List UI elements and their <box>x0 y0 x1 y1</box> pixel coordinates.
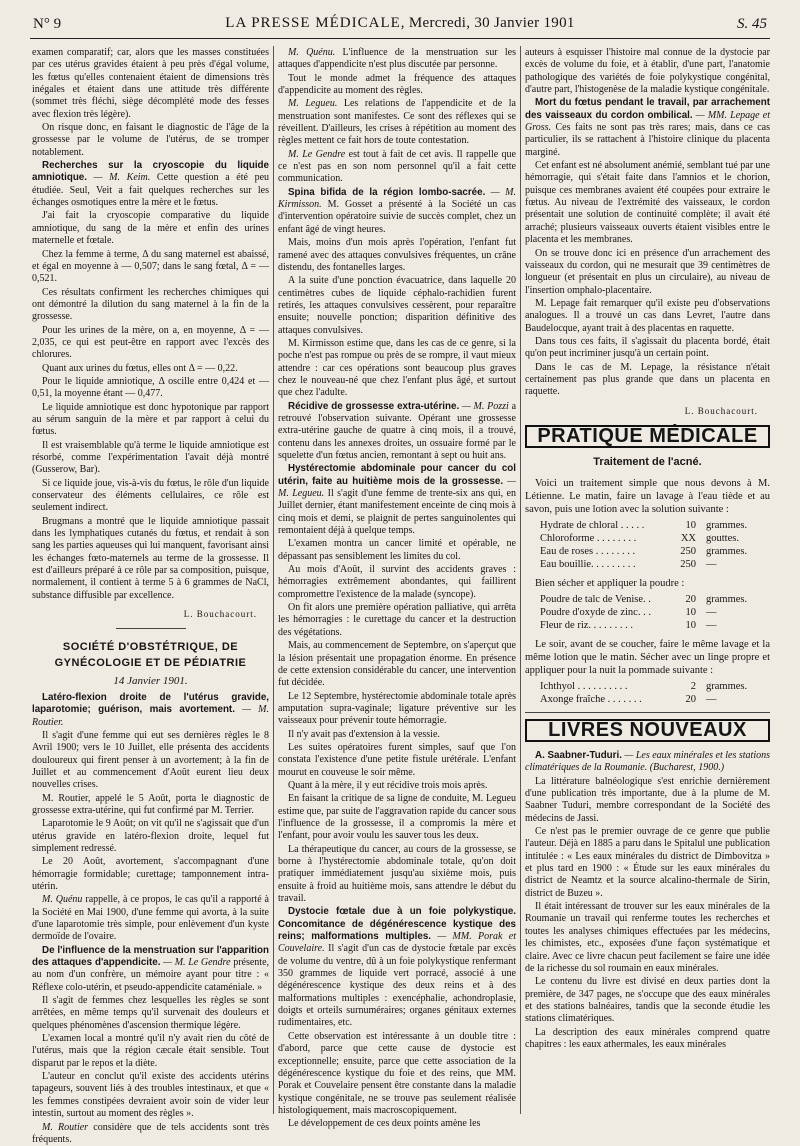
paragraph: Tout le monde admet la fréquence des attaques d'appendicite au moment des règles. <box>278 73 516 98</box>
column-2 <box>278 47 516 1113</box>
recipe-row <box>525 606 770 619</box>
review-heading: A. Saabner-Tuduri. — Les eaux minérales et les stations climatériques de la Roumanie. (Bucharest, 1900.) <box>525 750 770 775</box>
paragraph: Pour les urines de la mère, on a, en moyenne, Δ = — 2,035, ce qui est peut-être en rapport avec l'excès des chlorures. <box>32 325 269 362</box>
ingredient-quantity: 250 <box>658 558 700 571</box>
paragraph: L'examen local a montré qu'il n'y avait rien du côté de l'utérus, mais que la région cæcale était sensible. Tout disparut par le repos et la diète. <box>32 1033 269 1070</box>
paragraph: Le 12 Septembre, hystérectomie abdominale totale après amputation supra-vaginale; ligature préventive sur les vaisseaux pour prévenir toute hémorragie. <box>278 691 516 728</box>
article-heading: Hystérectomie abdominale pour cancer du col utérin, faite au huitième mois de la grossesse. — M. Legueu. Il s'agit d'une femme de trente-six ans qui, en Juillet dernier, étant manifestement enceinte de cinq mois à cinq mois et demi, se plaignit de pertes sanguinolentes qui remontaient déjà à quelque temps. <box>278 463 516 537</box>
paragraph: Le soir, avant de se coucher, faire le même lavage et la même lotion que le matin. Sécher avec un linge propre et appliquer pour la nuit la pommade suivante : <box>525 638 770 677</box>
ingredient-name: Axonge fraîche . . . . . . . <box>525 693 658 706</box>
paragraph: Dans tous ces faits, il s'agissait du placenta bordé, était qu'on peut incriminer jusqu'à un certain point. <box>525 336 770 361</box>
column-divider <box>273 46 274 1114</box>
paragraph: M. Lepage fait remarquer qu'il existe peu d'observations analogues. Il a trouvé un cas dans Levret, l'autre dans Baudelocque, ayant trait à des placentas en raquette. <box>525 298 770 335</box>
issue-number: N° 9 <box>33 16 61 33</box>
ingredient-unit: gouttes. <box>700 532 770 545</box>
paragraph: On se trouve donc ici en présence d'un arrachement des vaisseaux du cordon, qui ne mesurait que 39 centimètres de longueur (et présentait en plus un circulaire), au niveau de l'insertion omphalo-placentaire. <box>525 248 770 297</box>
ingredient-quantity: XX <box>658 532 700 545</box>
paragraph: Mais, au commencement de Septembre, on s'aperçut que la lésion présentait une propagation énorme. En présence de cette extension considérable du cancer, une intervention fut décidée. <box>278 640 516 689</box>
paragraph: A la suite d'une ponction évacuatrice, dans laquelle 20 centimètres cubes de liquide céphalo-rachidien furent retirés, les attaques convulsives cessèrent, pour reparaître ensuite; nouvelle ponction; disparition définitive des attaques convulsives. <box>278 275 516 337</box>
paragraph: Ce n'est pas le premier ouvrage de ce genre que publie l'auteur. Déjà en 1885 a paru dans le Spitalul une publication intitulée : « Les eaux minérales du district de Dimbovitza » et plus tard en 1900 : « Étude sur les eaux minérales du district de Neamtz et la source alcalino-thermale de Sirin, district de Buzeu ». <box>525 826 770 900</box>
section-box-livres: LIVRES NOUVEAUX <box>525 719 770 742</box>
ingredient-name: Fleur de riz. . . . . . . . . <box>525 619 658 632</box>
recipe-row <box>525 545 770 558</box>
paragraph: Quant aux urines du fœtus, elles ont Δ = — 0,22. <box>32 363 269 375</box>
column-1 <box>32 47 269 1113</box>
ingredient-quantity: 10 <box>658 519 700 532</box>
paragraph: Cette observation est intéressante à un double titre : d'abord, parce que cette cause de dystocie est exceptionnelle; ensuite, parce que cette association de la dégénérescence kystique du foie et des reins, que MM. Porak et Couvelaire pensent être constante dans la maladie kystique congénitale, ne se trouve pas seulement réalisée histologiquement, mais macroscopiquement. <box>278 1031 516 1117</box>
paragraph: En faisant la critique de sa ligne de conduite, M. Legueu estime que, par suite de l'aggravation rapide du cancer sous l'influence de la grossesse, il a compromis la mère et l'enfant, pour avoir voulu les sauver tous les deux. <box>278 793 516 842</box>
paragraph: Il n'y avait pas d'extension à la vessie. <box>278 729 516 741</box>
ingredient-name: Ichthyol . . . . . . . . . . <box>525 680 658 693</box>
ingredient-quantity: 2 <box>658 680 700 693</box>
paragraph: Si ce liquide joue, vis-à-vis du fœtus, le rôle d'un liquide conservateur des éléments cellulaires, ce rôle est seulement indirect. <box>32 478 269 515</box>
recipe-row <box>525 519 770 532</box>
article-heading: Dystocie fœtale due à un foie polykystique. Concomitance de dégénérescence kystique des reins; malformations multiples. — MM. Porak et Couvelaire. Il s'agit d'un cas de dystocie fœtale par excès de volume du ventre, dû à un foie polykystique renfermant 350 grammes de liquide vert porracé, associé à une dégénérescence kystique des deux reins et à des malformations multiples : exencéphalie, achondroplasie, doigts et orteils surnuméraires; organes génitaux externes rudimentaires, etc. <box>278 906 516 1029</box>
paragraph: Pour le liquide amniotique, Δ oscille entre 0,424 et — 0,51, la moyenne étant — 0,477. <box>32 376 269 401</box>
running-header <box>0 12 800 38</box>
paragraph: L'auteur en conclut qu'il existe des accidents utérins tapageurs, souvent liés à des troubles intestinaux, et que « les femmes constipées devraient avoir soin de vider leur intestin, surtout au moment des règles ». <box>32 1071 269 1120</box>
paragraph: M. Quénu rappelle, à ce propos, le cas qu'il a rapporté à la Société en Mai 1900, d'une femme qui avorta, à la suite d'une laparotomie très simple, pour enlèvement d'un kyste dermoïde de l'ovaire. <box>32 894 269 943</box>
paragraph: Il était intéressant de trouver sur les eaux minérales de la Roumanie un travail qui renferme toutes les recherches et toutes les analyses chimiques effectuées par les médecins, les chimistes, etc., exposées d'une façon systématique et claire. Avec ce livre chacun peut facilement se faire une idée de la richesse du sol roumain en eaux minérales. <box>525 901 770 975</box>
ingredient-unit: grammes. <box>700 680 770 693</box>
ingredient-unit: grammes. <box>700 593 770 606</box>
section-rule <box>116 628 186 629</box>
article-heading: Récidive de grossesse extra-utérine. — M. Pozzi a retrouvé l'observation suivante. Opérant une grossesse extra-utérine gauche de quatre à cinq mois, il a trouvé, contenu dans les annexes droites, un ossuaire formé par le squelette d'un fœtus ancien, remontant à sept ou huit ans. <box>278 401 516 463</box>
paragraph: M. Routier, appelé le 5 Août, porta le diagnostic de grossesse extra-utérine, qui fut confirmé par M. Terrier. <box>32 793 269 818</box>
article-heading: Latéro-flexion droite de l'utérus gravide, laparotomie; guérison, mais avortement. — M. Routier. <box>32 692 269 729</box>
recipe-row <box>525 619 770 632</box>
paragraph: Au mois d'Août, il survint des accidents graves : hémorragies extrêmement abondantes, qui faillirent compromettre l'existence de la malade (syncope). <box>278 564 516 601</box>
ingredient-quantity: 20 <box>658 693 700 706</box>
ingredient-quantity: 250 <box>658 545 700 558</box>
article-heading: Mort du fœtus pendant le travail, par arrachement des vaisseaux du cordon ombilical. — MM. Lepage et Gross. Ces faits ne sont pas très rares; mais, dans ce cas particulier, ils se rattachent à l'histoire clinique du placenta marginé. <box>525 97 770 159</box>
paragraph: On risque donc, en faisant le diagnostic de l'âge de la grossesse par le volume de l'utérus, de se tromper notablement. <box>32 122 269 159</box>
signature: L. Bouchacourt. <box>525 405 758 417</box>
paragraph: Il est vraisemblable qu'à terme le liquide amniotique est résorbé, comme l'expérimentation l'avait déjà montré (Gusserow, Bar). <box>32 440 269 477</box>
article-heading: Spina bifida de la région lombo-sacrée. — M. Kirmisson. M. Gosset a présenté à la Société un cas d'intervention opératoire suivie de succès complet, chez un enfant âgé de vingt heures. <box>278 187 516 236</box>
paragraph: Il s'agit d'une femme qui eut ses dernières règles le 8 Avril 1900; vers le 10 Juillet, elle présenta des accidents douloureux qui firent penser à un avortement; à la fin de Juillet et au commencement d'Août eurent lieu deux nouvelles crises. <box>32 730 269 792</box>
ingredient-unit: grammes. <box>700 519 770 532</box>
ingredient-name: Eau de roses . . . . . . . . <box>525 545 658 558</box>
ingredient-name: Hydrate de chloral . . . . . <box>525 519 658 532</box>
article-subtitle: Traitement de l'acné. <box>525 456 770 468</box>
article-heading: De l'influence de la menstruation sur l'apparition des attaques d'appendicite. — M. Le Gendre présente, au nom d'un confrère, un mémoire ayant pour titre : « Réflexe colo-utérin, et pseudo-appendicite cataméniale. » <box>32 945 269 994</box>
article-heading: Recherches sur la cryoscopie du liquide amniotique. — M. Keim. Cette question a été peu étudiée. Seul, Veit a fait quelques recherches sur les échanges osmotiques entre la mère et le fœtus. <box>32 160 269 209</box>
signature: L. Bouchacourt. <box>32 608 257 620</box>
paragraph: M. Routier considère que de tels accidents sont très fréquents. <box>32 1122 269 1146</box>
paragraph: M. Kirmisson estime que, dans les cas de ce genre, si la poche n'est pas rompue ou près de se rompre, il vaut mieux attendre : car ces opérations sont beaucoup plus graves chez le nouveau-né que chez l'enfant plus âgé, et surtout que chez l'adulte. <box>278 338 516 400</box>
paragraph: Mais, moins d'un mois après l'opération, l'enfant fut ramené avec des attaques convulsives fréquentes, un crâne distendu, des fontanelles larges. <box>278 237 516 274</box>
paragraph: Voici un traitement simple que nous devons à M. Létienne. Le matin, faire un lavage à l'eau tiède et au savon, puis une lotion avec la solution suivante : <box>525 477 770 516</box>
prescription-powder <box>525 593 770 632</box>
ingredient-name: Eau bouillie. . . . . . . . . <box>525 558 658 571</box>
paragraph: Le 20 Août, avortement, s'accompagnant d'une hémorragie formidable; curettage; tamponnement intra-utérin. <box>32 856 269 893</box>
ingredient-quantity: 10 <box>658 619 700 632</box>
recipe-row <box>525 680 770 693</box>
paragraph: La littérature balnéologique s'est enrichie dernièrement d'une publication très importante, due à la plume de M. Saabner Tuduri, membre correspondant de la Société des médecins de Jassi. <box>525 776 770 825</box>
paragraph: Il s'agit de femmes chez lesquelles les règles se sont arrêtées, en même temps qu'il survenait des douleurs et quelques phénomènes d'ascension thermique légère. <box>32 995 269 1032</box>
paragraph: M. Quénu. L'influence de la menstruation sur les attaques d'appendicite n'est plus discutée par personne. <box>278 47 516 72</box>
issue-date: Mercredi, 30 Janvier 1901 <box>409 15 575 31</box>
paragraph: Dans le cas de M. Lepage, la résistance n'était certainement pas plus grande que dans un placenta en raquette. <box>525 362 770 399</box>
ingredient-unit: — <box>700 693 770 706</box>
paragraph: Cet enfant est né absolument anémié, semblant tué par une hémorragie, qui s'était faite dans l'amnios et le chorion, puisque ces membranes avaient été coupées pour extraire le fœtus. Au niveau de l'extrémité des vaisseaux, le cordon présentait une solution de continuité complète; il avait été arraché; plusieurs vaisseaux ouverts étaient visibles entre le placenta et les membranes. <box>525 160 770 246</box>
ingredient-unit: — <box>700 606 770 619</box>
paragraph: examen comparatif; car, alors que les masses constituées par ces utérus gravides étaient à peu près d'égal volume, les fœtus qu'elles contenaient étaient de dimensions très inégales et étaient dans une attitude très différente (sommet très fléchi, siège décomplété mode des fesses avec flexion très légère). <box>32 47 269 121</box>
page-reference: S. 45 <box>737 16 767 33</box>
ingredient-name: Poudre d'oxyde de zinc. . . <box>525 606 658 619</box>
recipe-row <box>525 558 770 571</box>
ingredient-name: Chloroforme . . . . . . . . <box>525 532 658 545</box>
ingredient-unit: — <box>700 558 770 571</box>
ingredient-unit: — <box>700 619 770 632</box>
prescription-ointment <box>525 680 770 706</box>
recipe-row <box>525 593 770 606</box>
paragraph: Les suites opératoires furent simples, sauf que l'on constata l'existence d'une petite fistule urétérale. L'enfant mourut en couveuse le soir même. <box>278 742 516 779</box>
paragraph: Le liquide amniotique est donc hypotonique par rapport au sérum sanguin de la mère et par rapport à celui du fœtus. <box>32 402 269 439</box>
paragraph: Quant à la mère, il y eut récidive trois mois après. <box>278 780 516 792</box>
section-rule <box>525 712 770 713</box>
paragraph: M. Le Gendre est tout à fait de cet avis. Il rappelle que ce n'est pas en son nom personnel qu'il a fait cette communication. <box>278 149 516 186</box>
header-title: LA PRESSE MÉDICALE, Mercredi, 30 Janvier 1901 <box>0 15 800 32</box>
paragraph: Laparotomie le 9 Août; on vit qu'il ne s'agissait que d'un utérus gravide en latéro-flexion droite, lequel fut simplement redressé. <box>32 818 269 855</box>
paragraph: Bien sécher et appliquer la poudre : <box>525 577 770 590</box>
paragraph: On fit alors une première opération palliative, qui arrêta les hémorragies : le curettage du cancer et la destruction des végétations. <box>278 602 516 639</box>
paragraph: Le développement de ces deux points amène les <box>278 1118 516 1130</box>
ingredient-unit: grammes. <box>700 545 770 558</box>
paragraph: J'ai fait la cryoscopie comparative du liquide amniotique, du sang de la mère et enfin des urines maternelle et fœtale. <box>32 210 269 247</box>
paragraph: Le contenu du livre est divisé en deux parties dont la première, de 347 pages, ne s'occupe que des eaux minérales et des stations balnéaires, tandis que la seconde étudie les stations climatériques. <box>525 976 770 1025</box>
session-date: 14 Janvier 1901. <box>32 675 269 687</box>
paragraph: Brugmans a montré que le liquide amniotique passait dans les lymphatiques cutanés du fœtus, et rendait à son sang les parties aqueuses qui lui manquent, favorisant ainsi les échanges fœto-maternels au terme de la grossesse. Il est d'ailleurs préparé à ce rôle par sa composition, puisque, normalement, il contient à terme 5 à 6 grammes de NaCl, substance diffusible par excellence. <box>32 516 269 602</box>
paragraph: M. Legueu. Les relations de l'appendicite et de la menstruation sont manifestes. Ce sont des réflexes qui se réveillent. D'ailleurs, les crises à répétition au moment des règles mettent ce fait hors de toute contestation. <box>278 98 516 147</box>
publication-name: LA PRESSE MÉDICALE <box>225 15 401 31</box>
column-3 <box>525 47 770 1113</box>
paragraph: L'examen montra un cancer limité et opérable, ne dépassant pas sensiblement les limites du col. <box>278 538 516 563</box>
column-divider <box>520 46 521 1114</box>
recipe-row <box>525 693 770 706</box>
ingredient-quantity: 10 <box>658 606 700 619</box>
paragraph: La thérapeutique du cancer, au cours de la grossesse, se borne à l'hystérectomie abdominale totale, qu'on doit pratiquer immédiatement jusqu'au sixième mois, puis ensuite à froid au huitième mois, sans attendre le début du travail. <box>278 844 516 906</box>
paragraph: Chez la femme à terme, Δ du sang maternel est abaissé, et égal en moyenne à — 0,507; dans le sang fœtal, Δ = — 0,521. <box>32 249 269 286</box>
paragraph: La description des eaux minérales comprend quatre chapitres : les eaux athermales, les eaux minérales <box>525 1027 770 1052</box>
prescription-solution <box>525 519 770 571</box>
section-box-pratique: PRATIQUE MÉDICALE <box>525 425 770 448</box>
header-rule <box>30 38 770 39</box>
paragraph: Ces résultats confirment les recherches chimiques qui ont démontré la dilution du sang maternel à la fin de la grossesse. <box>32 287 269 324</box>
paragraph: auteurs à esquisser l'histoire mal connue de la dystocie par excès de volume du foie, et à établir, d'une part, l'anatomie pathologique des variétés de foie polykystique congénital, d'autre part, l'histogenèse de la maladie kystique congénitale. <box>525 47 770 96</box>
ingredient-name: Poudre de talc de Venise. . <box>525 593 658 606</box>
ingredient-quantity: 20 <box>658 593 700 606</box>
society-section-title: SOCIÉTÉ D'OBSTÉTRIQUE, DE GYNÉCOLOGIE ET DE PÉDIATRIE <box>32 639 269 671</box>
recipe-row <box>525 532 770 545</box>
